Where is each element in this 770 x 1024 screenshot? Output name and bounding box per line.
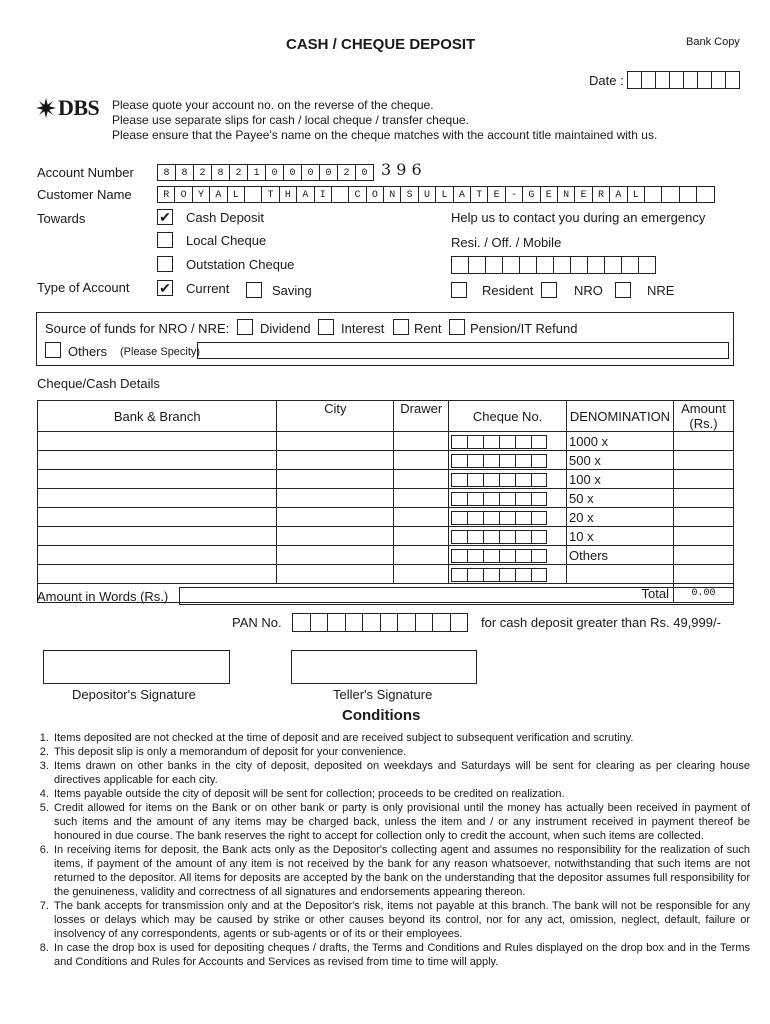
cheque-digit-box[interactable] — [499, 568, 516, 582]
account-digit-box[interactable]: 0 — [283, 164, 302, 181]
pan-field[interactable] — [292, 613, 467, 632]
cheque-digit-box[interactable] — [467, 454, 484, 468]
table-cell[interactable] — [394, 508, 449, 527]
date-digit-box[interactable] — [683, 71, 698, 89]
bank-copy-label: Bank Copy — [686, 36, 740, 48]
emergency-sub-label: Resi. / Off. / Mobile — [451, 235, 562, 250]
table-cell[interactable] — [38, 546, 277, 565]
pan-char-box[interactable] — [362, 613, 381, 632]
phone-digit-box[interactable] — [451, 256, 469, 274]
table-cell[interactable] — [277, 565, 394, 584]
customer-letter-box[interactable] — [696, 186, 714, 203]
account-digit-box[interactable]: 8 — [175, 164, 194, 181]
table-cell[interactable] — [674, 565, 734, 584]
table-row — [38, 527, 734, 546]
interest-label: Interest — [341, 321, 385, 336]
cheque-number-cell[interactable] — [449, 527, 567, 546]
denomination-cell: 10 x — [567, 527, 674, 546]
column-header: Cheque No. — [449, 401, 567, 432]
table-cell[interactable] — [674, 527, 734, 546]
customer-name-label: Customer Name — [37, 187, 132, 202]
cheque-digit-box[interactable] — [499, 511, 516, 525]
date-digit-box[interactable] — [725, 71, 740, 89]
nre-label: NRE — [647, 283, 675, 298]
source-funds-label: Source of funds for NRO / NRE: — [45, 321, 230, 336]
table-cell[interactable] — [277, 451, 394, 470]
table-cell[interactable] — [38, 508, 277, 527]
cheque-digit-box[interactable] — [515, 454, 532, 468]
column-header: City — [277, 401, 394, 432]
cheque-digit-box[interactable] — [515, 530, 532, 544]
pan-char-box[interactable] — [415, 613, 434, 632]
cheque-digit-box[interactable] — [499, 530, 516, 544]
local-cheque-checkbox[interactable] — [157, 232, 173, 248]
customer-letter-box[interactable] — [661, 186, 679, 203]
instruction-line: Please use separate slips for cash / local cheque / transfer cheque. — [112, 113, 469, 127]
customer-letter-box[interactable]: R — [157, 186, 175, 203]
current-label: Current — [186, 281, 230, 296]
condition-item: 5. Credit allowed for items on the Bank or on other bank or party is only provisional until the money has actually been received in payment of such items and the amount of any items may be charged back, unless the item and / or any instrument received in payment thereof be honoured in due course. The bank reserves the right to accept for collection only to credit the account, when such items are collected. — [52, 801, 750, 843]
table-cell[interactable] — [674, 508, 734, 527]
column-header: DENOMINATION — [567, 401, 674, 432]
cheque-number-cell[interactable] — [449, 470, 567, 489]
customer-name-field[interactable] — [157, 186, 714, 203]
logo-text: DBS — [58, 95, 100, 120]
others-label: Others — [68, 344, 108, 359]
table-cell[interactable] — [674, 489, 734, 508]
cheque-digit-box[interactable] — [467, 511, 484, 525]
condition-item: 1. Items deposited are not checked at the time of deposit and are received subject to subsequent verification and scrutiny. — [52, 731, 750, 745]
phone-digit-box[interactable] — [587, 256, 605, 274]
cheque-digit-box[interactable] — [451, 511, 468, 525]
cheque-digit-box[interactable] — [531, 454, 547, 468]
resident-label: Resident — [482, 283, 534, 298]
date-digit-box[interactable] — [697, 71, 712, 89]
denomination-cell — [567, 565, 674, 584]
condition-item: 7. The bank accepts for transmission only and at the Depositor's risk, items not payable at this branch. The bank will not be responsible for any losses or delays which may be caused by strike or other causes beyond its control, nor for any act, omission, neglect, default, failure or insolvency of any correspondents, agents or sub-agents or of its or their employees. — [52, 899, 750, 941]
conditions-title: Conditions — [342, 707, 421, 724]
conditions-list — [36, 731, 750, 969]
cheque-digit-box[interactable] — [515, 473, 532, 487]
form-title: CASH / CHEQUE DEPOSIT — [286, 36, 476, 53]
cheque-details-label: Cheque/Cash Details — [37, 376, 160, 391]
cheque-digit-box[interactable] — [483, 473, 500, 487]
cheque-digit-box[interactable] — [531, 492, 547, 506]
date-digit-box[interactable] — [641, 71, 656, 89]
denomination-cell: 20 x — [567, 508, 674, 527]
table-cell[interactable] — [394, 451, 449, 470]
cheque-digit-box[interactable] — [499, 549, 516, 563]
cheque-digit-box[interactable] — [515, 568, 532, 582]
saving-label: Saving — [272, 283, 312, 298]
depositor-signature-label: Depositor's Signature — [72, 687, 196, 702]
cheque-digit-box[interactable] — [483, 454, 500, 468]
date-field[interactable] — [627, 71, 739, 89]
cheque-digit-box[interactable] — [451, 473, 468, 487]
account-digit-box[interactable]: 0 — [265, 164, 284, 181]
cheque-digit-box[interactable] — [467, 435, 484, 449]
condition-item: 2. This deposit slip is only a memorandum of deposit for your convenience. — [52, 745, 750, 759]
cheque-digit-box[interactable] — [451, 454, 468, 468]
cheque-digit-box[interactable] — [451, 435, 468, 449]
customer-letter-box[interactable]: H — [279, 186, 297, 203]
emergency-label: Help us to contact you during an emergency — [451, 210, 706, 225]
cheque-digit-box[interactable] — [499, 435, 516, 449]
denomination-cell: Others — [567, 546, 674, 565]
table-cell[interactable] — [38, 470, 277, 489]
cheque-digit-box[interactable] — [451, 530, 468, 544]
cheque-digit-box[interactable] — [515, 492, 532, 506]
customer-letter-box[interactable]: T — [470, 186, 488, 203]
others-checkbox[interactable] — [45, 342, 61, 358]
pension-checkbox[interactable] — [449, 319, 465, 335]
table-cell[interactable] — [38, 565, 277, 584]
date-label: Date : — [589, 73, 624, 88]
customer-letter-box[interactable]: A — [209, 186, 227, 203]
table-cell[interactable] — [394, 432, 449, 451]
cheque-digit-box[interactable] — [467, 492, 484, 506]
customer-letter-box[interactable]: N — [383, 186, 401, 203]
cheque-number-cell[interactable] — [449, 489, 567, 508]
cheque-number-cell[interactable] — [449, 546, 567, 565]
customer-letter-box[interactable]: T — [261, 186, 279, 203]
cheque-digit-box[interactable] — [515, 549, 532, 563]
account-digit-box[interactable]: 0 — [319, 164, 338, 181]
pan-char-box[interactable] — [397, 613, 416, 632]
cheque-digit-box[interactable] — [515, 511, 532, 525]
outstation-cheque-checkbox[interactable] — [157, 256, 173, 272]
account-digit-box[interactable]: 0 — [301, 164, 320, 181]
column-header: Drawer — [394, 401, 449, 432]
total-label: Total — [38, 584, 674, 603]
account-digit-box[interactable]: 0 — [355, 164, 374, 181]
table-row — [38, 451, 734, 470]
account-number-label: Account Number — [37, 165, 134, 180]
cheque-digit-box[interactable] — [483, 568, 500, 582]
table-row — [38, 470, 734, 489]
customer-letter-box[interactable]: I — [314, 186, 332, 203]
table-cell[interactable] — [38, 432, 277, 451]
table-row — [38, 565, 734, 584]
denomination-cell: 500 x — [567, 451, 674, 470]
amount-words-label: Amount in Words (Rs.) — [37, 589, 169, 604]
cheque-number-cell[interactable] — [449, 508, 567, 527]
table-row — [38, 508, 734, 527]
table-cell[interactable] — [277, 432, 394, 451]
cash-deposit-label: Cash Deposit — [186, 210, 265, 225]
table-cell[interactable] — [394, 489, 449, 508]
table-row — [38, 546, 734, 565]
cheque-digit-box[interactable] — [531, 511, 547, 525]
table-cell[interactable] — [38, 451, 277, 470]
others-specify-input[interactable] — [197, 342, 729, 359]
table-cell[interactable] — [394, 470, 449, 489]
table-cell[interactable] — [38, 489, 277, 508]
phone-digit-box[interactable] — [485, 256, 503, 274]
column-header: Bank & Branch — [38, 401, 277, 432]
customer-letter-box[interactable]: Y — [192, 186, 210, 203]
customer-letter-box[interactable]: L — [627, 186, 645, 203]
phone-digit-box[interactable] — [502, 256, 520, 274]
customer-letter-box[interactable] — [679, 186, 697, 203]
customer-letter-box[interactable] — [331, 186, 349, 203]
account-digit-box[interactable]: 8 — [211, 164, 230, 181]
instruction-line: Please ensure that the Payee's name on the cheque matches with the account title maintained with us. — [112, 128, 658, 142]
amount-words-input[interactable] — [179, 587, 734, 605]
emergency-phone-field[interactable] — [451, 256, 655, 274]
phone-digit-box[interactable] — [638, 256, 656, 274]
cheque-digit-box[interactable] — [467, 473, 484, 487]
table-row — [38, 432, 734, 451]
table-cell[interactable] — [38, 527, 277, 546]
customer-letter-box[interactable]: L — [227, 186, 245, 203]
cheque-digit-box[interactable] — [499, 492, 516, 506]
phone-digit-box[interactable] — [536, 256, 554, 274]
customer-letter-box[interactable]: G — [522, 186, 540, 203]
cheque-digit-box[interactable] — [515, 435, 532, 449]
customer-letter-box[interactable]: O — [366, 186, 384, 203]
pan-char-box[interactable] — [450, 613, 469, 632]
pan-char-box[interactable] — [327, 613, 346, 632]
rent-checkbox[interactable] — [393, 319, 409, 335]
table-header-row — [38, 401, 734, 432]
phone-digit-box[interactable] — [553, 256, 571, 274]
teller-signature-box[interactable] — [291, 650, 477, 684]
account-number-handwritten: 3 9 6 — [381, 160, 422, 179]
nre-checkbox[interactable] — [615, 282, 631, 298]
account-type-label: Type of Account — [37, 280, 130, 295]
date-digit-box[interactable] — [711, 71, 726, 89]
cheque-digit-box[interactable] — [483, 492, 500, 506]
column-header: Amount (Rs.) — [674, 401, 734, 432]
nro-checkbox[interactable] — [541, 282, 557, 298]
cheque-digit-box[interactable] — [499, 454, 516, 468]
phone-digit-box[interactable] — [570, 256, 588, 274]
condition-item: 4. Items payable outside the city of deposit will be sent for collection; proceeds to be credited on realization. — [52, 787, 750, 801]
dbs-logo — [36, 95, 99, 121]
cheque-digit-box[interactable] — [531, 568, 547, 582]
nro-label: NRO — [574, 283, 603, 298]
account-digit-box[interactable]: 2 — [337, 164, 356, 181]
cheque-number-cell[interactable] — [449, 432, 567, 451]
cheque-number-cell[interactable] — [449, 451, 567, 470]
customer-letter-box[interactable]: E — [540, 186, 558, 203]
table-cell[interactable] — [394, 565, 449, 584]
saving-checkbox[interactable] — [246, 282, 262, 298]
table-row — [38, 489, 734, 508]
pan-char-box[interactable] — [380, 613, 399, 632]
interest-checkbox[interactable] — [318, 319, 334, 335]
cheque-digit-box[interactable] — [451, 549, 468, 563]
total-value: 0.00 — [674, 584, 734, 603]
table-cell[interactable] — [394, 546, 449, 565]
table-cell[interactable] — [674, 470, 734, 489]
customer-letter-box[interactable]: L — [435, 186, 453, 203]
condition-item: 8. In case the drop box is used for depositing cheques / drafts, the Terms and Conditions and Rules displayed on the drop box and in the Terms and Conditions and Rules for Accounts and Services as revised from time to time will apply. — [52, 941, 750, 969]
cheque-digit-box[interactable] — [531, 435, 547, 449]
customer-letter-box[interactable] — [244, 186, 262, 203]
phone-digit-box[interactable] — [519, 256, 537, 274]
pension-label: Pension/IT Refund — [470, 321, 578, 336]
table-cell[interactable] — [674, 432, 734, 451]
rent-label: Rent — [414, 321, 442, 336]
table-cell[interactable] — [394, 527, 449, 546]
cheque-digit-box[interactable] — [483, 530, 500, 544]
date-digit-box[interactable] — [669, 71, 684, 89]
denomination-cell: 100 x — [567, 470, 674, 489]
denomination-cell: 1000 x — [567, 432, 674, 451]
local-cheque-label: Local Cheque — [186, 233, 267, 248]
date-digit-box[interactable] — [627, 71, 642, 89]
customer-letter-box[interactable]: N — [557, 186, 575, 203]
cheque-digit-box[interactable] — [531, 530, 547, 544]
cheque-digit-box[interactable] — [531, 549, 547, 563]
instructions — [112, 98, 657, 143]
towards-label: Towards — [37, 211, 86, 226]
condition-item: 6. In receiving items for deposit, the Bank acts only as the Depositor's collecting agent and assumes no responsibility for the realization of such items, if payment of the amount of any item is not received by the bank for any reason whatsoever, notwithstanding that such items are not returned to the depositor. All items for deposits are accepted by the bank on the understanding that the depositor assumes full responsibility for the genuineness, validity and correctness of all signatures and endorsements appearing thereon. — [52, 843, 750, 899]
pan-label: PAN No. — [232, 615, 282, 630]
current-checkbox[interactable]: ✔ — [157, 280, 173, 296]
table-cell[interactable] — [277, 546, 394, 565]
table-cell[interactable] — [674, 451, 734, 470]
cheque-digit-box[interactable] — [467, 530, 484, 544]
customer-letter-box[interactable]: C — [348, 186, 366, 203]
cheque-digit-box[interactable] — [451, 568, 468, 582]
cash-deposit-checkbox[interactable]: ✔ — [157, 209, 173, 225]
teller-signature-label: Teller's Signature — [333, 687, 433, 702]
instruction-line: Please quote your account no. on the reverse of the cheque. — [112, 98, 434, 112]
account-digit-box[interactable]: 2 — [193, 164, 212, 181]
resident-checkbox[interactable] — [451, 282, 467, 298]
customer-letter-box[interactable]: A — [296, 186, 314, 203]
cheque-number-cell[interactable] — [449, 565, 567, 584]
pan-char-box[interactable] — [292, 613, 311, 632]
customer-letter-box[interactable]: O — [174, 186, 192, 203]
denomination-cell: 50 x — [567, 489, 674, 508]
dividend-label: Dividend — [260, 321, 311, 336]
customer-letter-box[interactable]: A — [453, 186, 471, 203]
table-cell[interactable] — [277, 470, 394, 489]
account-number-field[interactable] — [157, 164, 373, 181]
customer-letter-box[interactable]: U — [418, 186, 436, 203]
please-specify-label: (Please Specity) — [120, 346, 201, 358]
phone-digit-box[interactable] — [621, 256, 639, 274]
cheque-digit-box[interactable] — [467, 549, 484, 563]
pan-note: for cash deposit greater than Rs. 49,999/- — [481, 615, 721, 630]
phone-digit-box[interactable] — [468, 256, 486, 274]
cheque-digit-box[interactable] — [483, 511, 500, 525]
cheque-details-table — [37, 400, 734, 603]
account-digit-box[interactable]: 2 — [229, 164, 248, 181]
customer-letter-box[interactable]: E — [487, 186, 505, 203]
customer-letter-box[interactable]: R — [592, 186, 610, 203]
table-cell[interactable] — [277, 508, 394, 527]
cheque-digit-box[interactable] — [531, 473, 547, 487]
table-cell[interactable] — [674, 546, 734, 565]
account-digit-box[interactable]: 8 — [157, 164, 176, 181]
condition-item: 3. Items drawn on other banks in the city of deposit, deposited on weekdays and Saturdays will be sent for clearing as per clearing house directives applicable for each city. — [52, 759, 750, 787]
customer-letter-box[interactable]: A — [609, 186, 627, 203]
pan-char-box[interactable] — [310, 613, 329, 632]
customer-letter-box[interactable]: S — [400, 186, 418, 203]
customer-letter-box[interactable]: - — [505, 186, 523, 203]
star-icon — [36, 98, 56, 118]
cheque-digit-box[interactable] — [467, 568, 484, 582]
phone-digit-box[interactable] — [604, 256, 622, 274]
pan-char-box[interactable] — [345, 613, 364, 632]
pan-char-box[interactable] — [432, 613, 451, 632]
depositor-signature-box[interactable] — [43, 650, 230, 684]
dividend-checkbox[interactable] — [237, 319, 253, 335]
cheque-digit-box[interactable] — [483, 435, 500, 449]
cheque-digit-box[interactable] — [483, 549, 500, 563]
account-digit-box[interactable]: 1 — [247, 164, 266, 181]
table-cell[interactable] — [277, 527, 394, 546]
cheque-digit-box[interactable] — [451, 492, 468, 506]
cheque-digit-box[interactable] — [499, 473, 516, 487]
outstation-cheque-label: Outstation Cheque — [186, 257, 295, 272]
customer-letter-box[interactable]: E — [574, 186, 592, 203]
table-cell[interactable] — [277, 489, 394, 508]
customer-letter-box[interactable] — [644, 186, 662, 203]
date-digit-box[interactable] — [655, 71, 670, 89]
